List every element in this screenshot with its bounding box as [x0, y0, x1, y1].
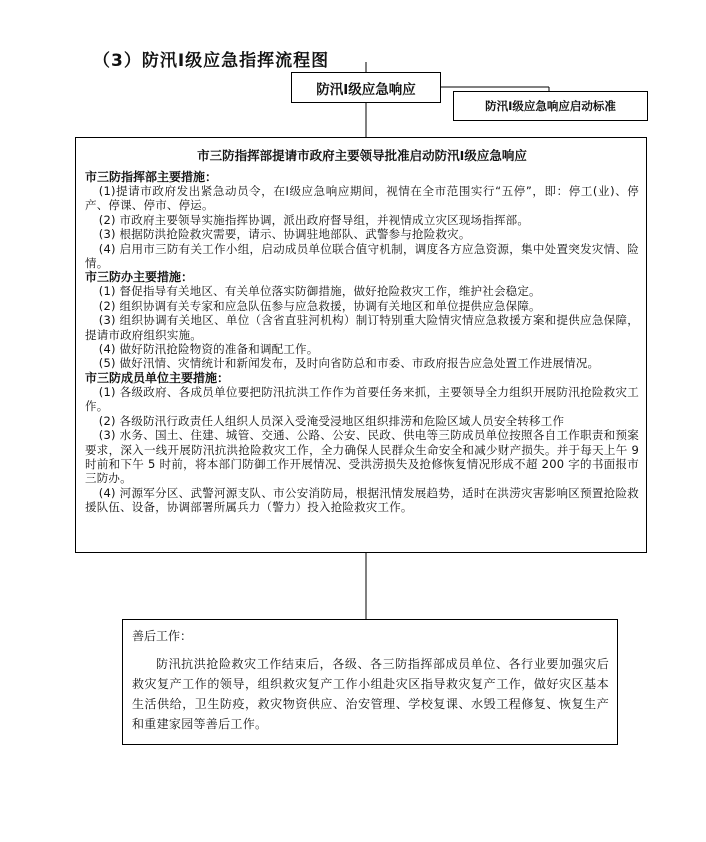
- section-title: 市三防成员单位主要措施：: [85, 370, 230, 385]
- measure-item: (1) 督促指导有关地区、有关单位落实防御措施，做好抢险救灾工作，维护社会稳定。: [98, 284, 541, 299]
- page-title: （3）防汛Ⅰ级应急指挥流程图: [93, 51, 330, 71]
- main-heading: 市三防指挥部提请市政府主要领导批准启动防汛Ⅰ级应急响应: [197, 148, 527, 163]
- measure-item: (2) 市政府主要领导实施指挥协调，派出政府督导组，并视情成立灾区现场指挥部。: [98, 212, 530, 227]
- section-title: 市三防指挥部主要措施：: [85, 170, 218, 184]
- aftermath-box: [122, 619, 618, 745]
- measure-item: (3) 水务、国土、住建、城管、交通、公路、公安、民政、供电等三防成员单位按照各自工作职责和预案要求，深入一线开展防汛抗洪抢险救灾工作，全力确保人民群众生命安全和减少财产损失。并于每天上午 9 时前和下午 5 时前，将本部门防御工作开展情况、受洪涝损失及抢修恢复情况形成不超 200 字的书面报市三防办。: [85, 428, 639, 486]
- response-standard-box: [453, 91, 648, 121]
- measure-item: (5) 做好汛情、灾情统计和新闻发布，及时向省防总和市委、市政府报告应急处置工作进展情况。: [98, 356, 600, 371]
- measure-item: (4) 启用市三防有关工作小组，启动成员单位联合值守机制，调度各方应急资源，集中处置突发灾情、险情。: [85, 241, 639, 271]
- response-standard-label: 防汛Ⅰ级应急响应启动标准: [485, 99, 616, 113]
- measure-item: (4) 做好防汛抢险物资的准备和调配工作。: [98, 342, 319, 357]
- measure-item: (3) 根据防洪抢险救灾需要，请示、协调驻地部队、武警参与抢险救灾。: [98, 227, 471, 242]
- measure-item: (2) 各级防汛行政责任人组织人员深入受淹受浸地区组织排涝和危险区域人员安全转移工作: [98, 413, 565, 428]
- section-hq-measures: [85, 170, 639, 270]
- measure-item: (2) 组织协调有关专家和应急队伍参与应急救援，协调有关地区和单位提供应急保障。: [98, 298, 541, 313]
- measure-item: (1)提请市政府发出紧急动员令，在Ⅰ级应急响应期间，视情在全市范围实行“五停”，即：停工(业)、停产、停课、停市、停运。: [85, 184, 639, 213]
- section-office-measures: [85, 270, 639, 370]
- aftermath-title: 善后工作：: [132, 629, 193, 643]
- measure-item: (1) 各级政府、各成员单位要把防汛抗洪工作作为首要任务来抓，主要领导全力组织开展防汛抢险救灾工作。: [85, 384, 639, 414]
- main-measures-box: [75, 137, 647, 553]
- level1-response-box: [291, 72, 441, 103]
- measure-item: (4) 河源军分区、武警河源支队、市公安消防局，根据汛情发展趋势，适时在洪涝灾害影响区预置抢险救援队伍、设备，协调部署所属兵力（警力）投入抢险救灾工作。: [85, 485, 639, 515]
- level1-response-label: 防汛Ⅰ级应急响应: [316, 81, 416, 98]
- section-member-measures: [85, 371, 639, 515]
- section-title: 市三防办主要措施：: [85, 270, 194, 285]
- measure-item: (3) 组织协调有关地区、单位（含省直驻河机构）制订特别重大险情灾情应急救援方案和提供应急保障，提请市政府组织实施。: [85, 313, 639, 342]
- aftermath-body: 防汛抗洪抢险救灾工作结束后，各级、各三防指挥部成员单位、各行业要加强灾后救灾复产工作的领导，组织救灾复产工作小组赴灾区指导救灾复产工作，做好灾区基本生活供给，卫生防疫，救灾物资供应、治安管理、学校复课、水毁工程修复、恢复生产和重建家园等善后工作。: [132, 657, 609, 731]
